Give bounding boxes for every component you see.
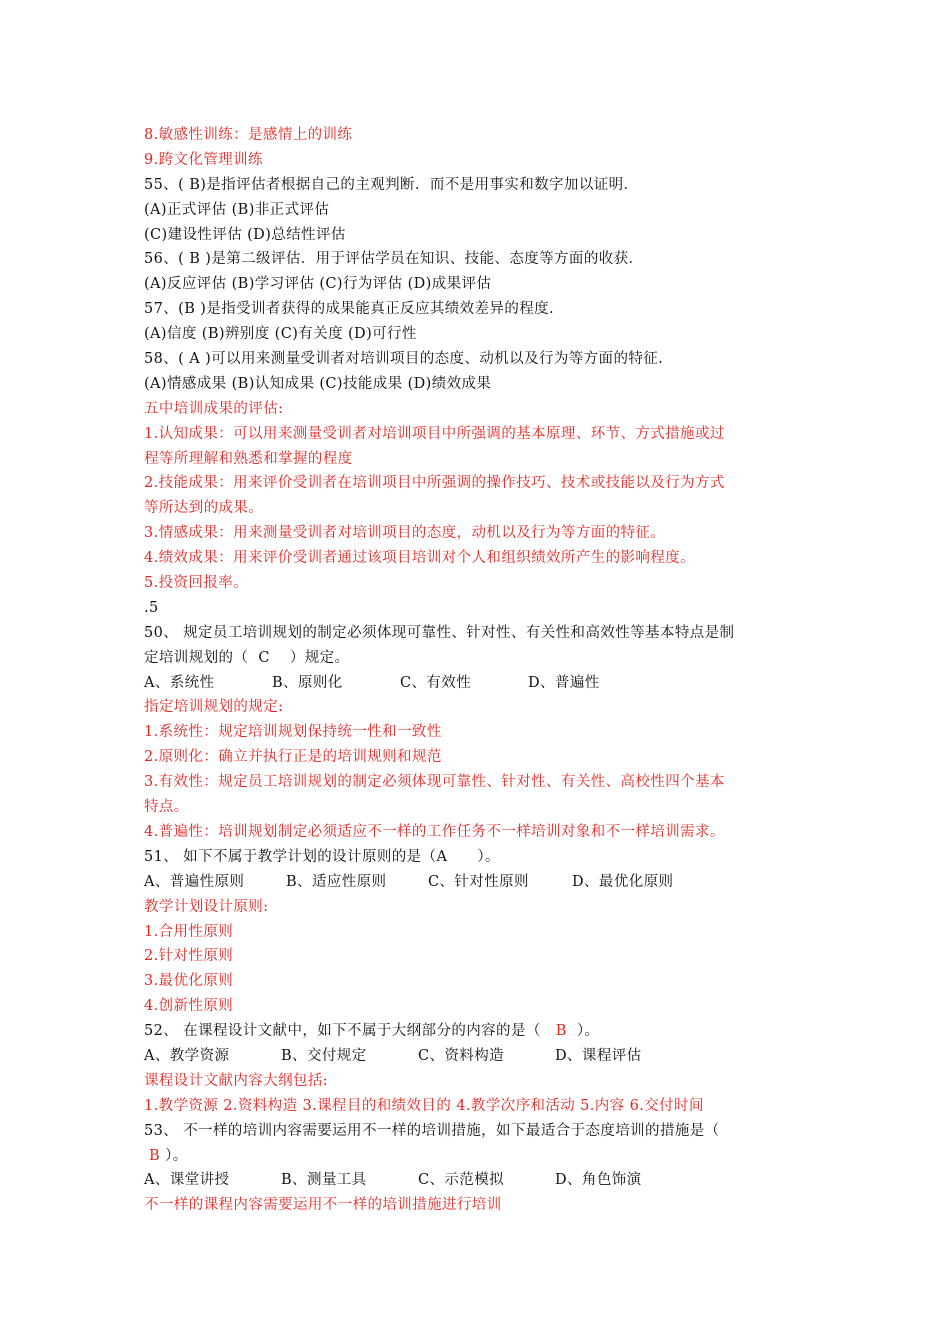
text-line: (A)情感成果 (B)认知成果 (C)技能成果 (D)绩效成果 (144, 375, 492, 392)
answer-option: A、教学资源 (144, 1047, 230, 1064)
text-segment: ）。 (160, 1147, 188, 1164)
note-line: 4.创新性原则 (144, 998, 234, 1015)
note-line: 9.跨文化管理训练 (144, 151, 263, 168)
note-line: 4.绩效成果：用来评价受训者通过该项目培训对个人和组织绩效所产生的影响程度。 (144, 550, 696, 567)
text-line: 51、 如下不属于教学计划的设计原则的是（A ）。 (144, 848, 500, 865)
text-line: 50、 规定员工培训规划的制定必须体现可靠性、针对性、有关性和高效性等基本特点是制 (144, 624, 735, 641)
text-line: 58、( A )可以用来测量受训者对培训项目的态度、动机以及行为等方面的特征. (144, 351, 664, 368)
note-line: 1.合用性原则 (144, 923, 234, 940)
answer-option: C、资料构造 (418, 1047, 504, 1064)
document-page (144, 123, 810, 1218)
answer-option: C、示范模拟 (418, 1172, 504, 1189)
text-line: (A)信度 (B)辨别度 (C)有关度 (D)可行性 (144, 326, 417, 343)
answer-options (144, 1044, 810, 1069)
note-line: 8.敏感性训练：是感情上的训练 (144, 127, 353, 143)
note-line: 3.有效性：规定员工培训规划的制定必须体现可靠性、针对性、有关性、高校性四个基本 (144, 774, 725, 791)
note-line: 2.针对性原则 (144, 948, 234, 965)
answer-options (144, 870, 810, 895)
answer-option: D、课程评估 (555, 1047, 642, 1064)
text-line: 55、( B)是指评估者根据自己的主观判断．而不是用事实和数字加以证明． (144, 176, 639, 193)
text-line: .5 (144, 599, 159, 616)
note-line: 5.投资回报率。 (144, 575, 249, 592)
answer-option: A、课堂讲授 (144, 1172, 230, 1189)
note-line: 4.普遍性：培训规划制定必须适应不一样的工作任务不一样培训对象和不一样培训需求。 (144, 823, 725, 840)
text-line (144, 1019, 810, 1044)
text-line: (C)建设性评估 (D)总结性评估 (144, 226, 346, 243)
answer-text: B (144, 1147, 161, 1164)
answer-text: B (555, 1023, 567, 1040)
note-line: 等所达到的成果。 (144, 500, 264, 517)
answer-options (144, 1168, 810, 1193)
note-line: 教学计划设计原则: (144, 898, 269, 915)
answer-option: B、测量工具 (281, 1172, 367, 1189)
text-segment: ）。 (566, 1023, 600, 1040)
answer-option: A、普遍性原则 (144, 873, 245, 890)
text-segment: 52、 在课程设计文献中，如下不属于大纲部分的内容的是（ (144, 1023, 556, 1040)
note-line: 不一样的课程内容需要运用不一样的培训措施进行培训 (144, 1197, 502, 1214)
text-line: 定培训规划的（ C ）规定。 (144, 649, 350, 666)
text-line: 57、(B )是指受训者获得的成果能真正反应其绩效差异的程度. (144, 301, 555, 318)
note-line: 3.最优化原则 (144, 973, 234, 990)
answer-option: C、针对性原则 (428, 873, 529, 890)
text-line: (A)正式评估 (B)非正式评估 (144, 201, 330, 218)
note-line: 特点。 (144, 799, 189, 816)
text-line: (A)反应评估 (B)学习评估 (C)行为评估 (D)成果评估 (144, 276, 492, 293)
answer-option: A、系统性 (144, 674, 215, 691)
note-line: 五中培训成果的评估: (144, 400, 284, 417)
note-line: 程等所理解和熟悉和掌握的程度 (144, 450, 353, 467)
answer-option: B、交付规定 (281, 1047, 367, 1064)
note-line: 指定培训规划的规定: (144, 699, 284, 716)
note-line: 2.原则化：确立并执行正是的培训规则和规范 (144, 749, 442, 766)
answer-option: B、原则化 (272, 674, 343, 691)
answer-option: C、有效性 (400, 674, 472, 691)
answer-option: B、适应性原则 (286, 873, 387, 890)
note-line: 1.系统性：规定培训规划保持统一性和一致性 (144, 724, 442, 741)
text-line: 53、 不一样的培训内容需要运用不一样的培训措施，如下最适合于态度培训的措施是（ (144, 1122, 720, 1139)
note-line: 课程设计文献内容大纲包括: (144, 1072, 329, 1089)
note-line: 1.教学资源 2.资料构造 3.课程目的和绩效目的 4.教学次序和活动 5.内容 6.交付时间 (144, 1097, 704, 1114)
answer-option: D、最优化原则 (572, 873, 674, 890)
answer-option: D、角色饰演 (555, 1172, 642, 1189)
text-line (144, 1144, 810, 1169)
text-line: 56、( B )是第二级评估．用于评估学员在知识、技能、态度等方面的收获． (144, 251, 644, 268)
note-line: 1.认知成果：可以用来测量受训者对培训项目中所强调的基本原理、环节、方式措施或过 (144, 425, 725, 442)
answer-options (144, 671, 810, 696)
answer-option: D、普遍性 (528, 674, 600, 691)
note-line: 3.情感成果：用来测量受训者对培训项目的态度，动机以及行为等方面的特征。 (144, 525, 666, 542)
note-line: 2.技能成果：用来评价受训者在培训项目中所强调的操作技巧、技术或技能以及行为方式 (144, 475, 725, 492)
